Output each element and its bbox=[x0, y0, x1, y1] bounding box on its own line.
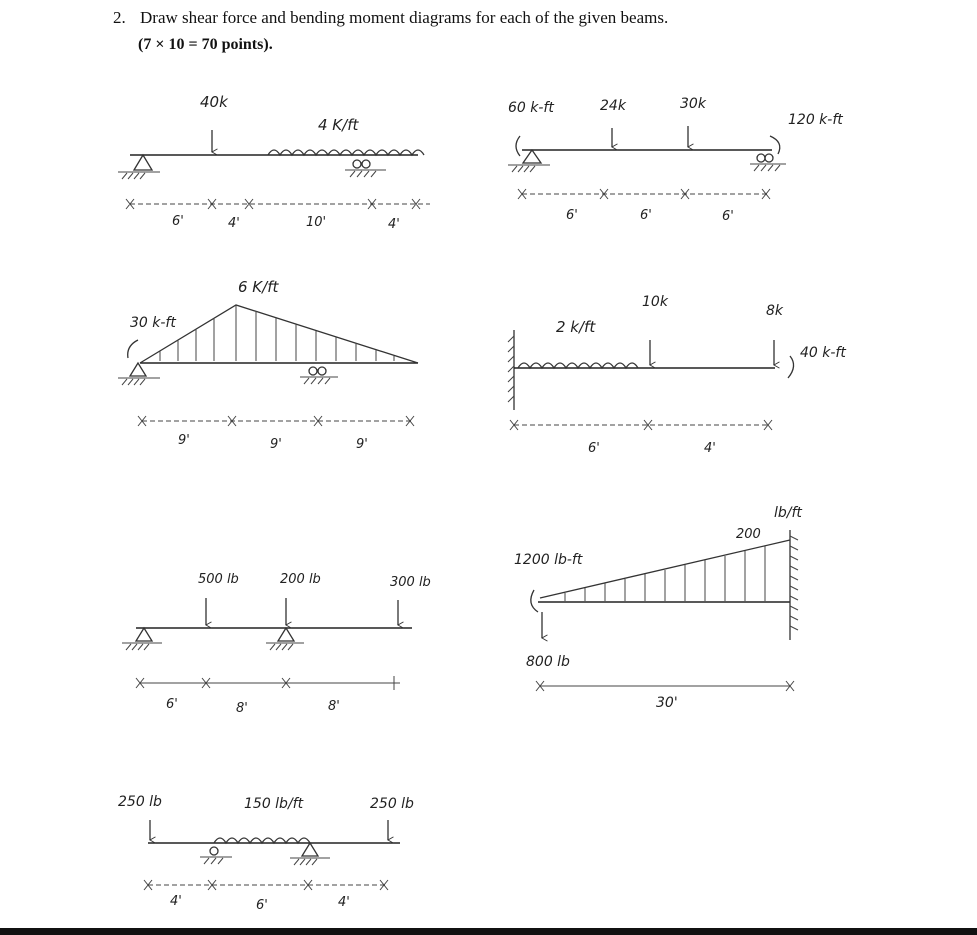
bottom-border bbox=[0, 928, 977, 935]
beam-5-load-b-label: 200 lb bbox=[280, 572, 321, 587]
beam-7-udl-label: 150 lb/ft bbox=[244, 796, 304, 812]
beam-1 bbox=[118, 93, 430, 232]
beam-7-span-3: 4' bbox=[338, 895, 350, 910]
beam-2-span-1: 6' bbox=[566, 208, 578, 223]
beam-1-pin-support bbox=[118, 155, 160, 179]
beam-6-fixed-support bbox=[790, 530, 798, 640]
beam-7-load-right-label: 250 lb bbox=[370, 796, 414, 812]
beam-1-udl-label: 4 K/ft bbox=[318, 116, 359, 134]
beam-2-moment-right-arrow bbox=[770, 136, 780, 154]
beam-2-span-2: 6' bbox=[640, 208, 652, 223]
beam-5-pin-support-middle bbox=[266, 628, 304, 650]
beam-6-span: 30' bbox=[656, 695, 678, 711]
beam-4-fixed-support bbox=[508, 330, 514, 410]
beam-4-load-b-label: 8k bbox=[766, 303, 784, 319]
beam-2-pin-support bbox=[508, 150, 550, 172]
beam-2-span-3: 6' bbox=[722, 209, 734, 224]
beam-7-pin-support-right bbox=[290, 843, 330, 865]
beam-3-roller-support bbox=[300, 367, 338, 384]
beam-6-udl-peak-label: 200 bbox=[736, 527, 761, 542]
beam-2-load-a-label: 24k bbox=[600, 98, 626, 114]
beam-1-span-1: 6' bbox=[172, 214, 184, 229]
beam-4-udl-label: 2 k/ft bbox=[556, 318, 596, 336]
beam-6-udl-unit-label: lb/ft bbox=[774, 505, 802, 521]
beam-2-moment-left-arrow bbox=[516, 136, 520, 156]
beam-6-moment-arrow bbox=[531, 590, 538, 612]
beam-3-moment-label: 30 k-ft bbox=[130, 315, 176, 331]
beam-2-load-b-label: 30k bbox=[680, 96, 706, 112]
beam-7-span-2: 6' bbox=[256, 898, 268, 913]
beam-5 bbox=[122, 572, 431, 716]
beam-6-moment-label: 1200 lb-ft bbox=[514, 552, 583, 568]
beam-4-moment-arrow bbox=[788, 356, 794, 378]
beam-3-moment-arrow bbox=[128, 340, 138, 358]
beam-1-span-2: 4' bbox=[228, 216, 240, 231]
beam-7-roller-support-left bbox=[200, 847, 232, 864]
beam-3-udl-label: 6 K/ft bbox=[238, 278, 279, 296]
beam-3-pin-support bbox=[118, 363, 160, 385]
beam-7 bbox=[118, 794, 414, 913]
beam-4 bbox=[508, 294, 846, 456]
beam-3-span-1: 9' bbox=[178, 433, 190, 448]
beam-1-load-label: 40k bbox=[200, 93, 228, 111]
beam-2 bbox=[508, 96, 843, 224]
beam-6 bbox=[514, 505, 802, 711]
beam-5-load-a-label: 500 lb bbox=[198, 572, 239, 587]
beam-4-span-1: 6' bbox=[588, 441, 600, 456]
beam-7-load-left-label: 250 lb bbox=[118, 794, 162, 810]
beam-3-span-2: 9' bbox=[270, 437, 282, 452]
problem-instruction: Draw shear force and bending moment diagrams for each of the given beams. bbox=[140, 8, 669, 27]
beam-4-load-a-label: 10k bbox=[642, 294, 668, 310]
beam-5-span-2: 8' bbox=[236, 701, 248, 716]
beam-2-moment-left-label: 60 k-ft bbox=[508, 100, 554, 116]
problem-points: (7 × 10 = 70 points). bbox=[138, 36, 273, 53]
beam-5-pin-support bbox=[122, 628, 162, 650]
beam-6-load-label: 800 lb bbox=[526, 654, 570, 670]
beam-1-roller-support bbox=[345, 160, 386, 177]
beam-1-span-4: 4' bbox=[388, 217, 400, 232]
beam-5-span-1: 6' bbox=[166, 697, 178, 712]
beam-5-load-c-label: 300 lb bbox=[390, 575, 431, 590]
beam-2-moment-right-label: 120 k-ft bbox=[788, 112, 843, 128]
beam-7-span-1: 4' bbox=[170, 894, 182, 909]
beam-3 bbox=[118, 278, 418, 452]
problem-number: 2. bbox=[113, 8, 126, 27]
beam-5-span-3: 8' bbox=[328, 699, 340, 714]
beam-4-moment-label: 40 k-ft bbox=[800, 345, 846, 361]
beam-3-span-3: 9' bbox=[356, 437, 368, 452]
beam-4-span-2: 4' bbox=[704, 441, 716, 456]
beam-1-span-3: 10' bbox=[306, 215, 327, 230]
beam-2-roller-support bbox=[750, 154, 786, 171]
